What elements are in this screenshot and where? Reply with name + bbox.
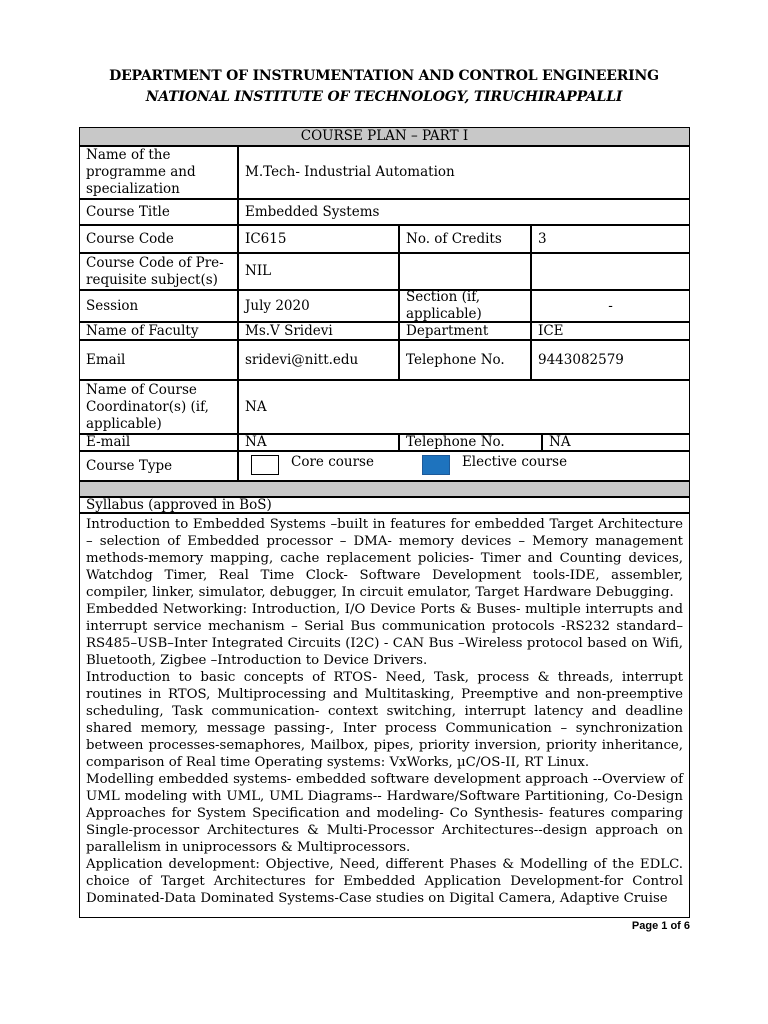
course-type-label: Course Type xyxy=(79,451,238,481)
course-type-options xyxy=(238,451,690,481)
coordinator-email-value: NA xyxy=(238,434,399,451)
session-value: July 2020 xyxy=(238,290,399,322)
course-plan-table xyxy=(79,127,690,918)
prereq-empty-1 xyxy=(399,253,531,290)
core-course-checkbox[interactable] xyxy=(251,455,279,475)
coordinator-email-label: E-mail xyxy=(79,434,238,451)
core-course-label: Core course xyxy=(291,453,374,470)
section-value: - xyxy=(531,290,690,322)
programme-label: Name of the programme and specialization xyxy=(79,146,238,199)
core-course-option[interactable] xyxy=(251,455,374,475)
syllabus-label: Syllabus (approved in BoS) xyxy=(79,497,690,513)
prereq-empty-2 xyxy=(531,253,690,290)
coordinator-label: Name of Course Coordinator(s) (if, applicable) xyxy=(79,380,238,434)
faculty-value: Ms.V Sridevi xyxy=(238,322,399,340)
elective-course-label: Elective course xyxy=(461,453,568,470)
syllabus-paragraph: Modelling embedded systems- embedded software development approach --Overview of UML modeling with UML, UML Diagrams-- Hardware/Software Partitioning, Co-Design Approaches for System Specification and modeling- Co Synthesis- features comparing Single-processor Architectures & Multi-Processor Architectures--design approach on parallelism in uniprocessors & Multiprocessors. xyxy=(86,772,683,855)
syllabus-paragraph: Introduction to Embedded Systems –built in features for embedded Target Architecture – selection of Embedded processor – DMA- memory devices – Memory management methods-memory mapping, cache replacement policies- Timer and Counting devices, Watchdog Timer, Real Time Clock- Software Development tools-IDE, assembler, compiler, linker, simulator, debugger, In circuit emulator, Target Hardware Debugging. xyxy=(86,517,683,600)
faculty-label: Name of Faculty xyxy=(79,322,238,340)
course-plan-title: COURSE PLAN – PART I xyxy=(79,127,690,146)
programme-value: M.Tech- Industrial Automation xyxy=(238,146,690,199)
course-code-value: IC615 xyxy=(238,225,399,253)
email-value: sridevi@nitt.edu xyxy=(238,340,399,380)
email-label: Email xyxy=(79,340,238,380)
department-heading: DEPARTMENT OF INSTRUMENTATION AND CONTROL ENGINEERING xyxy=(109,68,659,84)
coordinator-value: NA xyxy=(238,380,690,434)
coordinator-telephone-label: Telephone No. xyxy=(399,434,542,451)
coordinator-telephone-value: NA xyxy=(542,434,690,451)
department-label: Department xyxy=(399,322,531,340)
elective-course-option[interactable] xyxy=(422,455,567,475)
institute-heading: NATIONAL INSTITUTE OF TECHNOLOGY, TIRUCHIRAPPALLI xyxy=(145,89,623,105)
elective-course-checkbox[interactable] xyxy=(422,455,450,475)
credits-label: No. of Credits xyxy=(399,225,531,253)
syllabus-paragraph: Embedded Networking: Introduction, I/O Device Ports & Buses- multiple interrupts and interrupt service mechanism – Serial Bus communication protocols -RS232 standard–RS485–USB–Inter Integrated Circuits (I2C) - CAN Bus –Wireless protocol based on Wifi, Bluetooth, Zigbee –Introduction to Device Drivers. xyxy=(86,602,683,668)
session-label: Session xyxy=(79,290,238,322)
course-code-label: Course Code xyxy=(79,225,238,253)
grey-separator xyxy=(79,481,690,497)
telephone-label: Telephone No. xyxy=(399,340,531,380)
syllabus-paragraph: Application development: Objective, Need, different Phases & Modelling of the EDLC. choice of Target Architectures for Embedded Application Development-for Control Dominated-Data Dominated Systems-Case studies on Digital Camera, Adaptive Cruise xyxy=(86,857,683,906)
section-label: Section (if, applicable) xyxy=(399,290,531,322)
syllabus-content xyxy=(79,513,690,918)
telephone-value: 9443082579 xyxy=(531,340,690,380)
syllabus-paragraph: Introduction to basic concepts of RTOS- Need, Task, process & threads, interrupt routines in RTOS, Multiprocessing and Multitasking, Preemptive and non-preemptive scheduling, Task communication- context switching, interrupt latency and deadline shared memory, message passing-, Inter process Communication – synchronization between processes-semaphores, Mailbox, pipes, priority inversion, priority inheritance, comparison of Real time Operating systems: VxWorks, µC/OS-II, RT Linux. xyxy=(86,670,683,770)
page-number: Page 1 of 6 xyxy=(631,920,690,932)
department-value: ICE xyxy=(531,322,690,340)
prereq-value: NIL xyxy=(238,253,399,290)
credits-value: 3 xyxy=(531,225,690,253)
course-title-value: Embedded Systems xyxy=(238,199,690,225)
prereq-label: Course Code of Pre-requisite subject(s) xyxy=(79,253,238,290)
course-title-label: Course Title xyxy=(79,199,238,225)
